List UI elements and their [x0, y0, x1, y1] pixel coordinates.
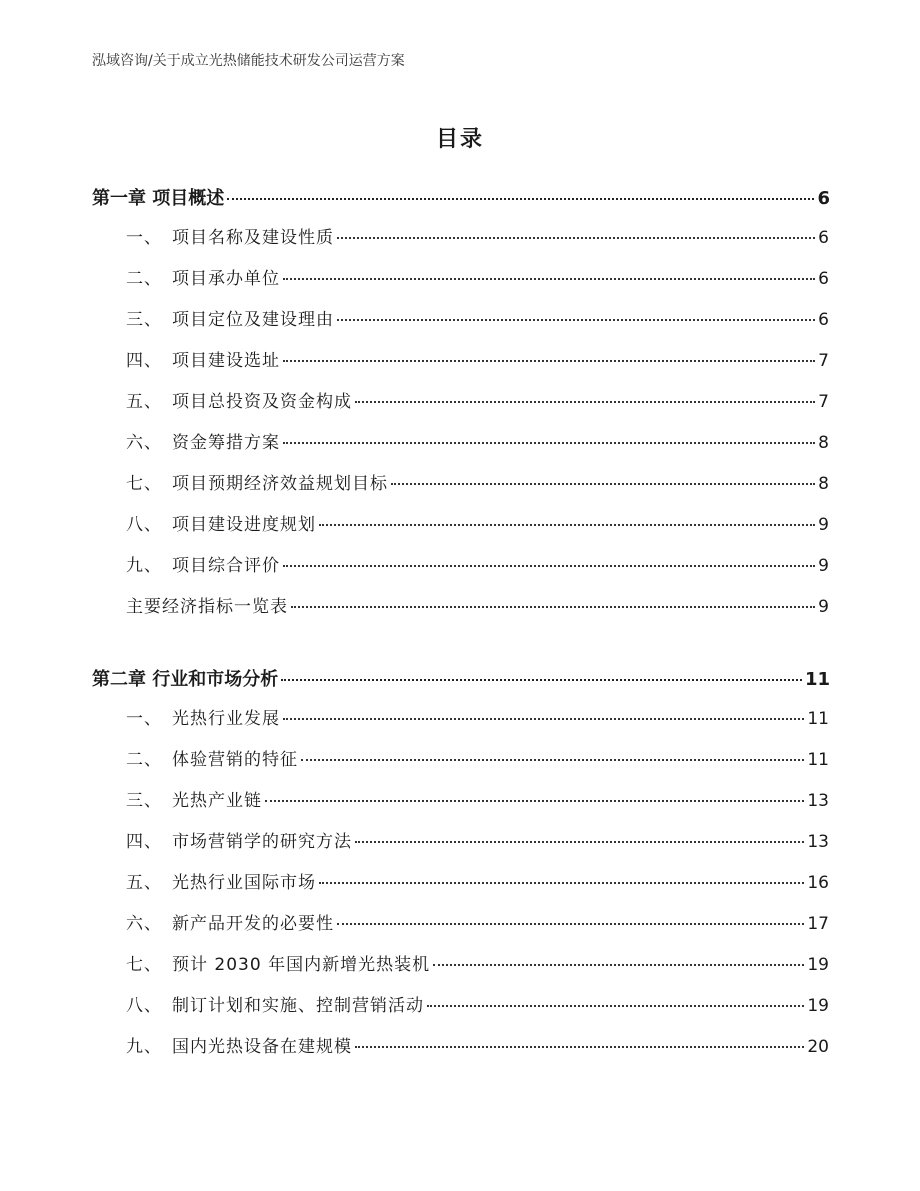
toc-entry-label	[92, 665, 278, 691]
toc-page-number: 6	[818, 269, 829, 289]
dot-leader	[283, 360, 815, 362]
toc-page-number: 6	[818, 228, 829, 248]
toc-entry-label	[126, 704, 280, 729]
toc-page-number: 9	[818, 597, 829, 617]
toc-section-entry[interactable]	[126, 264, 829, 289]
toc-entry-number: 一、	[126, 228, 162, 248]
toc-entry-number: 五、	[126, 392, 162, 412]
toc-page-number: 16	[807, 873, 829, 893]
dot-leader	[337, 319, 815, 321]
toc-entry-number: 九、	[126, 1037, 162, 1057]
toc-entry-text: 项目建设进度规划	[172, 515, 316, 535]
toc-section-entry[interactable]	[126, 827, 829, 852]
toc-page-number: 8	[818, 474, 829, 494]
toc-page-number: 19	[807, 996, 829, 1016]
toc-entry-number: 四、	[126, 832, 162, 852]
toc-entry-label	[126, 1032, 352, 1057]
toc-entry-label	[126, 346, 280, 371]
toc-section-entry[interactable]	[126, 704, 829, 729]
toc-section-entry[interactable]	[126, 223, 829, 248]
toc-page-number: 6	[817, 188, 830, 209]
toc-section-entry[interactable]	[126, 909, 829, 934]
dot-leader	[319, 524, 815, 526]
toc-page-number: 11	[807, 709, 829, 729]
dot-leader	[391, 483, 815, 485]
toc-entry-label	[126, 510, 316, 535]
toc-page-number: 13	[807, 832, 829, 852]
toc-entry-label	[126, 950, 430, 975]
toc-page-number: 17	[807, 914, 829, 934]
toc-entry-label	[126, 991, 424, 1016]
toc-section-entry[interactable]	[126, 305, 829, 330]
toc-page-number: 9	[818, 556, 829, 576]
dot-leader	[355, 401, 815, 403]
toc-entry-label	[126, 592, 288, 617]
toc-page-number: 11	[804, 669, 830, 690]
toc-entry-number: 二、	[126, 269, 162, 289]
toc-entry-text: 国内光热设备在建规模	[172, 1037, 352, 1057]
toc-entry-text: 制订计划和实施、控制营销活动	[172, 996, 424, 1016]
toc-section-entry[interactable]	[126, 868, 829, 893]
toc-section-entry[interactable]	[126, 991, 829, 1016]
dot-leader	[301, 759, 804, 761]
toc-entry-number: 八、	[126, 996, 162, 1016]
dot-leader	[283, 718, 804, 720]
dot-leader	[355, 1046, 804, 1048]
toc-entry-number: 五、	[126, 873, 162, 893]
dot-leader	[265, 800, 804, 802]
dot-leader	[281, 679, 802, 681]
toc-entry-label	[126, 428, 280, 453]
dot-leader	[227, 198, 814, 200]
toc-section-entry[interactable]	[126, 950, 829, 975]
toc-entry-text: 资金筹措方案	[172, 433, 280, 453]
toc-entry-number: 七、	[126, 474, 162, 494]
toc-section-entry[interactable]	[126, 387, 829, 412]
toc-entry-text: 项目预期经济效益规划目标	[172, 474, 388, 494]
toc-entry-label	[126, 786, 262, 811]
toc-entry-text: 第一章 项目概述	[92, 188, 225, 209]
toc-entry-label	[126, 745, 298, 770]
dot-leader	[283, 278, 815, 280]
toc-entry-label	[126, 305, 334, 330]
toc-page-number: 13	[807, 791, 829, 811]
toc-entry-number: 四、	[126, 351, 162, 371]
dot-leader	[291, 606, 815, 608]
toc-chapter-entry[interactable]	[92, 184, 830, 210]
toc-entry-label	[126, 868, 316, 893]
toc-entry-text: 主要经济指标一览表	[126, 597, 288, 617]
toc-entry-text: 项目总投资及资金构成	[172, 392, 352, 412]
toc-entry-label	[126, 469, 388, 494]
toc-entry-text: 项目承办单位	[172, 269, 280, 289]
toc-page-number: 7	[818, 351, 829, 371]
toc-page-number: 11	[807, 750, 829, 770]
toc-page-number: 7	[818, 392, 829, 412]
toc-page-number: 20	[807, 1037, 829, 1057]
toc-page-number: 8	[818, 433, 829, 453]
dot-leader	[355, 841, 804, 843]
dot-leader	[337, 923, 804, 925]
toc-entry-number: 二、	[126, 750, 162, 770]
toc-entry-number: 九、	[126, 556, 162, 576]
toc-section-entry[interactable]	[126, 551, 829, 576]
page-title: 目录	[435, 127, 484, 152]
toc-entry-label	[126, 909, 334, 934]
toc-entry-number: 八、	[126, 515, 162, 535]
toc-entry-number: 一、	[126, 709, 162, 729]
toc-entry-text: 体验营销的特征	[172, 750, 298, 770]
toc-entry-text: 光热行业国际市场	[172, 873, 316, 893]
toc-page-number: 19	[807, 955, 829, 975]
toc-entry-text: 项目建设选址	[172, 351, 280, 371]
toc-section-entry[interactable]	[126, 592, 829, 617]
toc-entry-label	[92, 184, 224, 210]
toc-entry-label	[126, 387, 352, 412]
toc-entry-text: 项目定位及建设理由	[172, 310, 334, 330]
toc-entry-text: 项目综合评价	[172, 556, 280, 576]
toc-entry-text: 新产品开发的必要性	[172, 914, 334, 934]
dot-leader	[427, 1005, 804, 1007]
toc-section-entry[interactable]	[126, 786, 829, 811]
dot-leader	[433, 964, 804, 966]
running-header: 泓域咨询/关于成立光热储能技术研发公司运营方案	[92, 53, 405, 69]
toc-entry-text: 项目名称及建设性质	[172, 228, 334, 248]
toc-section-entry[interactable]	[126, 469, 829, 494]
toc-entry-number: 七、	[126, 955, 162, 975]
dot-leader	[283, 442, 815, 444]
toc-entry-text: 第二章 行业和市场分析	[92, 669, 279, 690]
toc-page-number: 6	[818, 310, 829, 330]
toc-entry-number: 六、	[126, 914, 162, 934]
toc-section-entry[interactable]	[126, 745, 829, 770]
toc-entry-text: 市场营销学的研究方法	[172, 832, 352, 852]
toc-entry-text: 预计 2030 年国内新增光热装机	[172, 955, 431, 975]
toc-entry-text: 光热行业发展	[172, 709, 280, 729]
toc-entry-number: 六、	[126, 433, 162, 453]
toc-entry-number: 三、	[126, 791, 162, 811]
toc-entry-label	[126, 827, 352, 852]
dot-leader	[337, 237, 815, 239]
dot-leader	[319, 882, 804, 884]
toc-entry-label	[126, 264, 280, 289]
toc-section-entry[interactable]	[126, 346, 829, 371]
toc-entry-label	[126, 223, 334, 248]
toc-chapter-entry[interactable]	[92, 665, 830, 691]
toc-section-entry[interactable]	[126, 510, 829, 535]
toc-entry-label	[126, 551, 280, 576]
toc-section-entry[interactable]	[126, 428, 829, 453]
toc-entry-text: 光热产业链	[172, 791, 262, 811]
dot-leader	[283, 565, 815, 567]
toc-page-number: 9	[818, 515, 829, 535]
toc-section-entry[interactable]	[126, 1032, 829, 1057]
toc-entry-number: 三、	[126, 310, 162, 330]
